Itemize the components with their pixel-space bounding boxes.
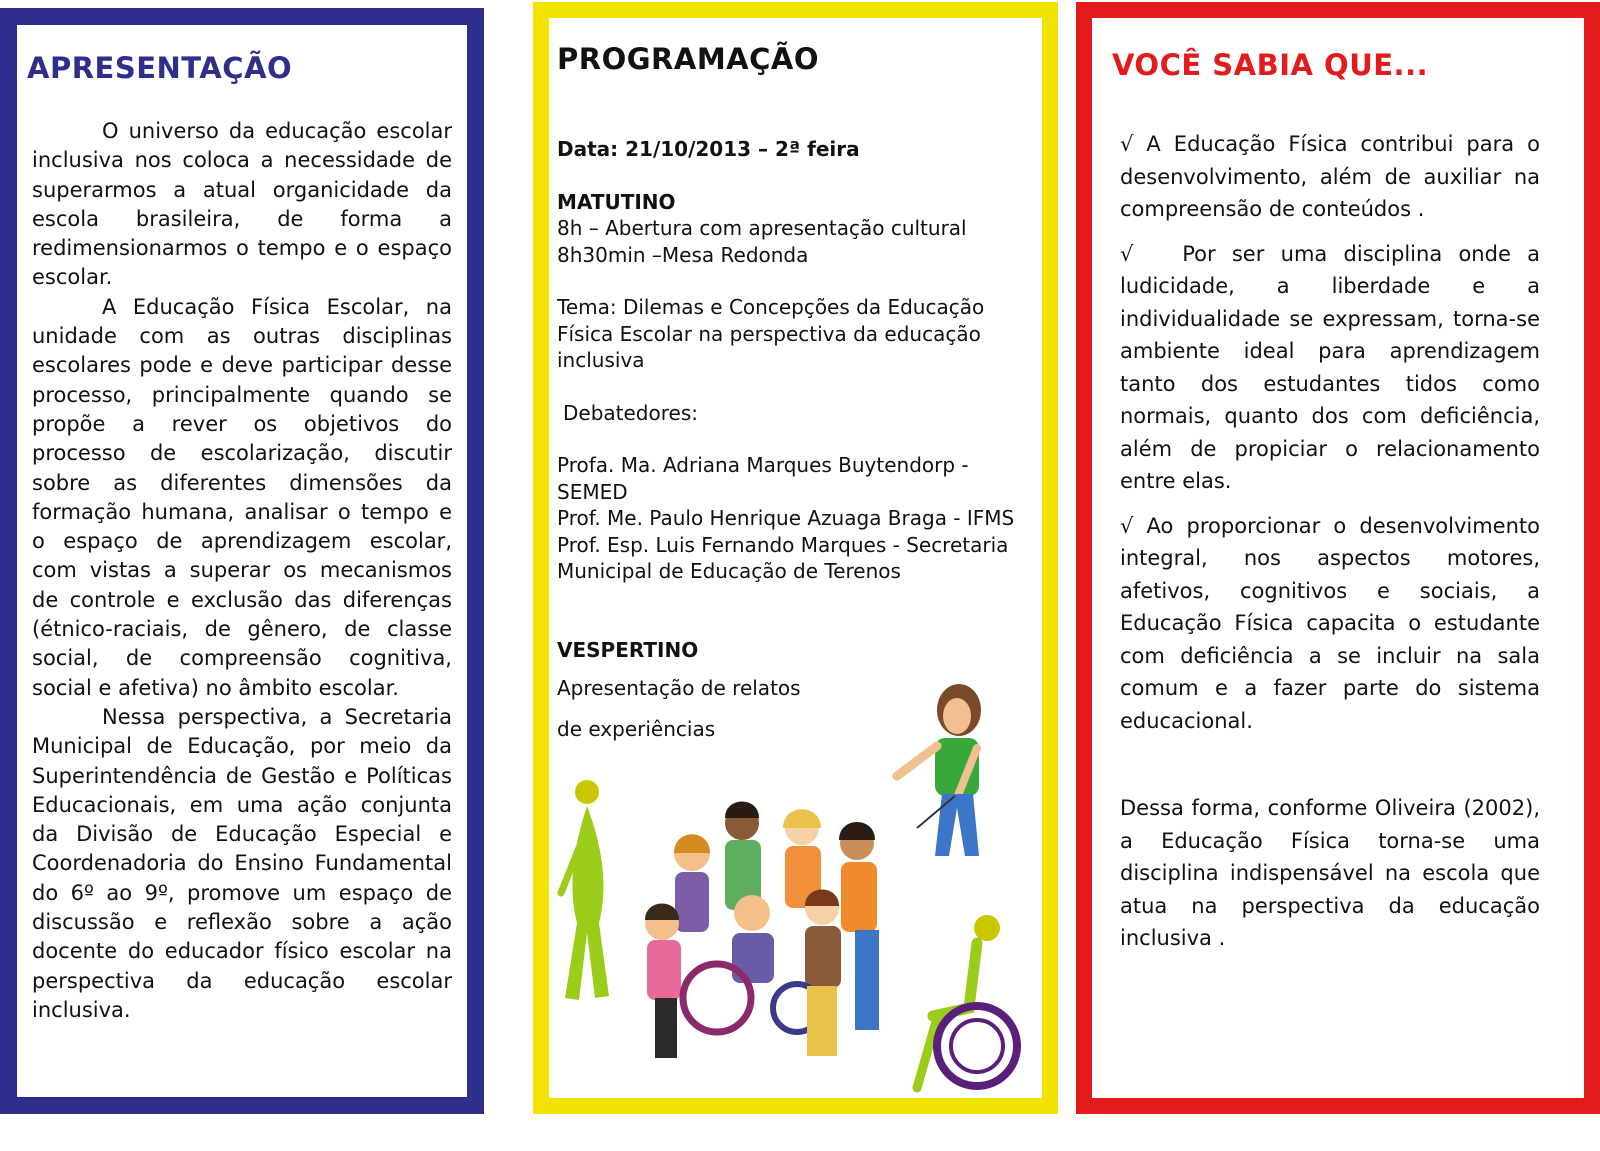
green-figure-left	[561, 780, 609, 1000]
wheelchair-figure	[917, 915, 1017, 1088]
morning-label: MATUTINO	[557, 189, 676, 214]
morning-item: 8h – Abertura com apresentação cultural	[557, 216, 967, 240]
apresentacao-paragraph: O universo da educação escolar inclusiva nos coloca a necessidade de superarmos a atual organicidade da escola brasileira, de forma a redimensionarmos o tempo e o espaço escolar.	[32, 119, 452, 290]
check-icon: √	[1120, 513, 1134, 538]
fact-text: Ao proporcionar o desenvolvimento integral, nos aspectos motores, afetivos, cognitivos e sociais, a Educação Física capacita o estudante com deficiência a se incluir na sala comum e a fazer parte do sistema educacional.	[1120, 513, 1540, 733]
fact-text: Por ser uma disciplina onde a ludicidade, a liberdade e a individualidade se expressam, torna-se ambiente ideal para aprendizagem tanto dos estudantes tidos como normais, quanto dos com deficiência, além de propiciar o relacionamento entre elas.	[1120, 241, 1541, 493]
panel-voce-sabia	[1076, 2, 1600, 1114]
afternoon-item: Apresentação de relatos	[557, 676, 801, 700]
teacher-figure	[897, 684, 981, 856]
voce-sabia-title: VOCÊ SABIA QUE...	[1112, 48, 1429, 82]
morning-item: 8h30min –Mesa Redonda	[557, 242, 809, 267]
apresentacao-title: APRESENTAÇÃO	[27, 51, 293, 85]
programacao-title: PROGRAMAÇÃO	[557, 42, 819, 76]
check-icon: √	[1120, 132, 1134, 156]
debater-item: Profa. Ma. Adriana Marques Buytendorp - SEMED	[557, 453, 969, 504]
panel-programacao	[533, 2, 1058, 1114]
check-icon: √	[1120, 241, 1134, 266]
debaters-label: Debatedores:	[563, 400, 698, 425]
theme-text: Tema: Dilemas e Concepções da Educação Física Escolar na perspectiva da educação inclusiva	[557, 295, 985, 372]
panel-apresentacao	[0, 8, 484, 1114]
event-date: Data: 21/10/2013 – 2ª feira	[557, 137, 860, 161]
programacao-body	[557, 136, 1027, 742]
apresentacao-paragraph: Nessa perspectiva, a Secretaria Municipal de Educação, por meio da Superintendência de Gestão e Políticas Educacionais, em uma ação conjunta da Divisão de Educação Especial e Coordenadoria do Ensino Fundamental do 6º ao 9º, promove um espaço de discussão e reflexão sobre a ação docente do educador físico escolar na perspectiva da educação escolar inclusiva.	[32, 704, 452, 1022]
conclusion-text: Dessa forma, conforme Oliveira (2002), a Educação Física torna-se uma disciplina indispensável na escola que atua na perspectiva da educação inclusiva .	[1120, 796, 1540, 950]
fact-item	[1120, 510, 1540, 738]
apresentacao-body	[32, 117, 452, 1025]
voce-sabia-body	[1120, 128, 1540, 967]
inclusion-illustration	[557, 668, 1027, 1108]
afternoon-item: de experiências	[557, 716, 716, 741]
afternoon-label: VESPERTINO	[557, 637, 699, 662]
apresentacao-paragraph: A Educação Física Escolar, na unidade com as outras disciplinas escolares pode e deve participar desse processo, principalmente quando se propõe a rever os objetivos do processo de escolarização, discutir sobre as diferentes dimensões da formação humana, analisar o tempo e o espaço de aprendizagem escolar, com vistas a superar os mecanismos de controle e exclusão das diferenças (étnico-raciais, de gênero, de classe social, de compreensão cognitiva, social e afetiva) no âmbito escolar.	[32, 294, 452, 700]
debater-item: Prof. Me. Paulo Henrique Azuaga Braga - IFMS	[557, 506, 1015, 530]
fact-item	[1120, 128, 1540, 226]
fact-item	[1120, 238, 1540, 498]
debater-item: Prof. Esp. Luis Fernando Marques - Secretaria Municipal de Educação de Terenos	[557, 532, 1009, 583]
children-circle	[645, 802, 879, 1059]
fact-text: A Educação Física contribui para o desenvolvimento, além de auxiliar na compreensão de conteúdos .	[1120, 132, 1540, 221]
